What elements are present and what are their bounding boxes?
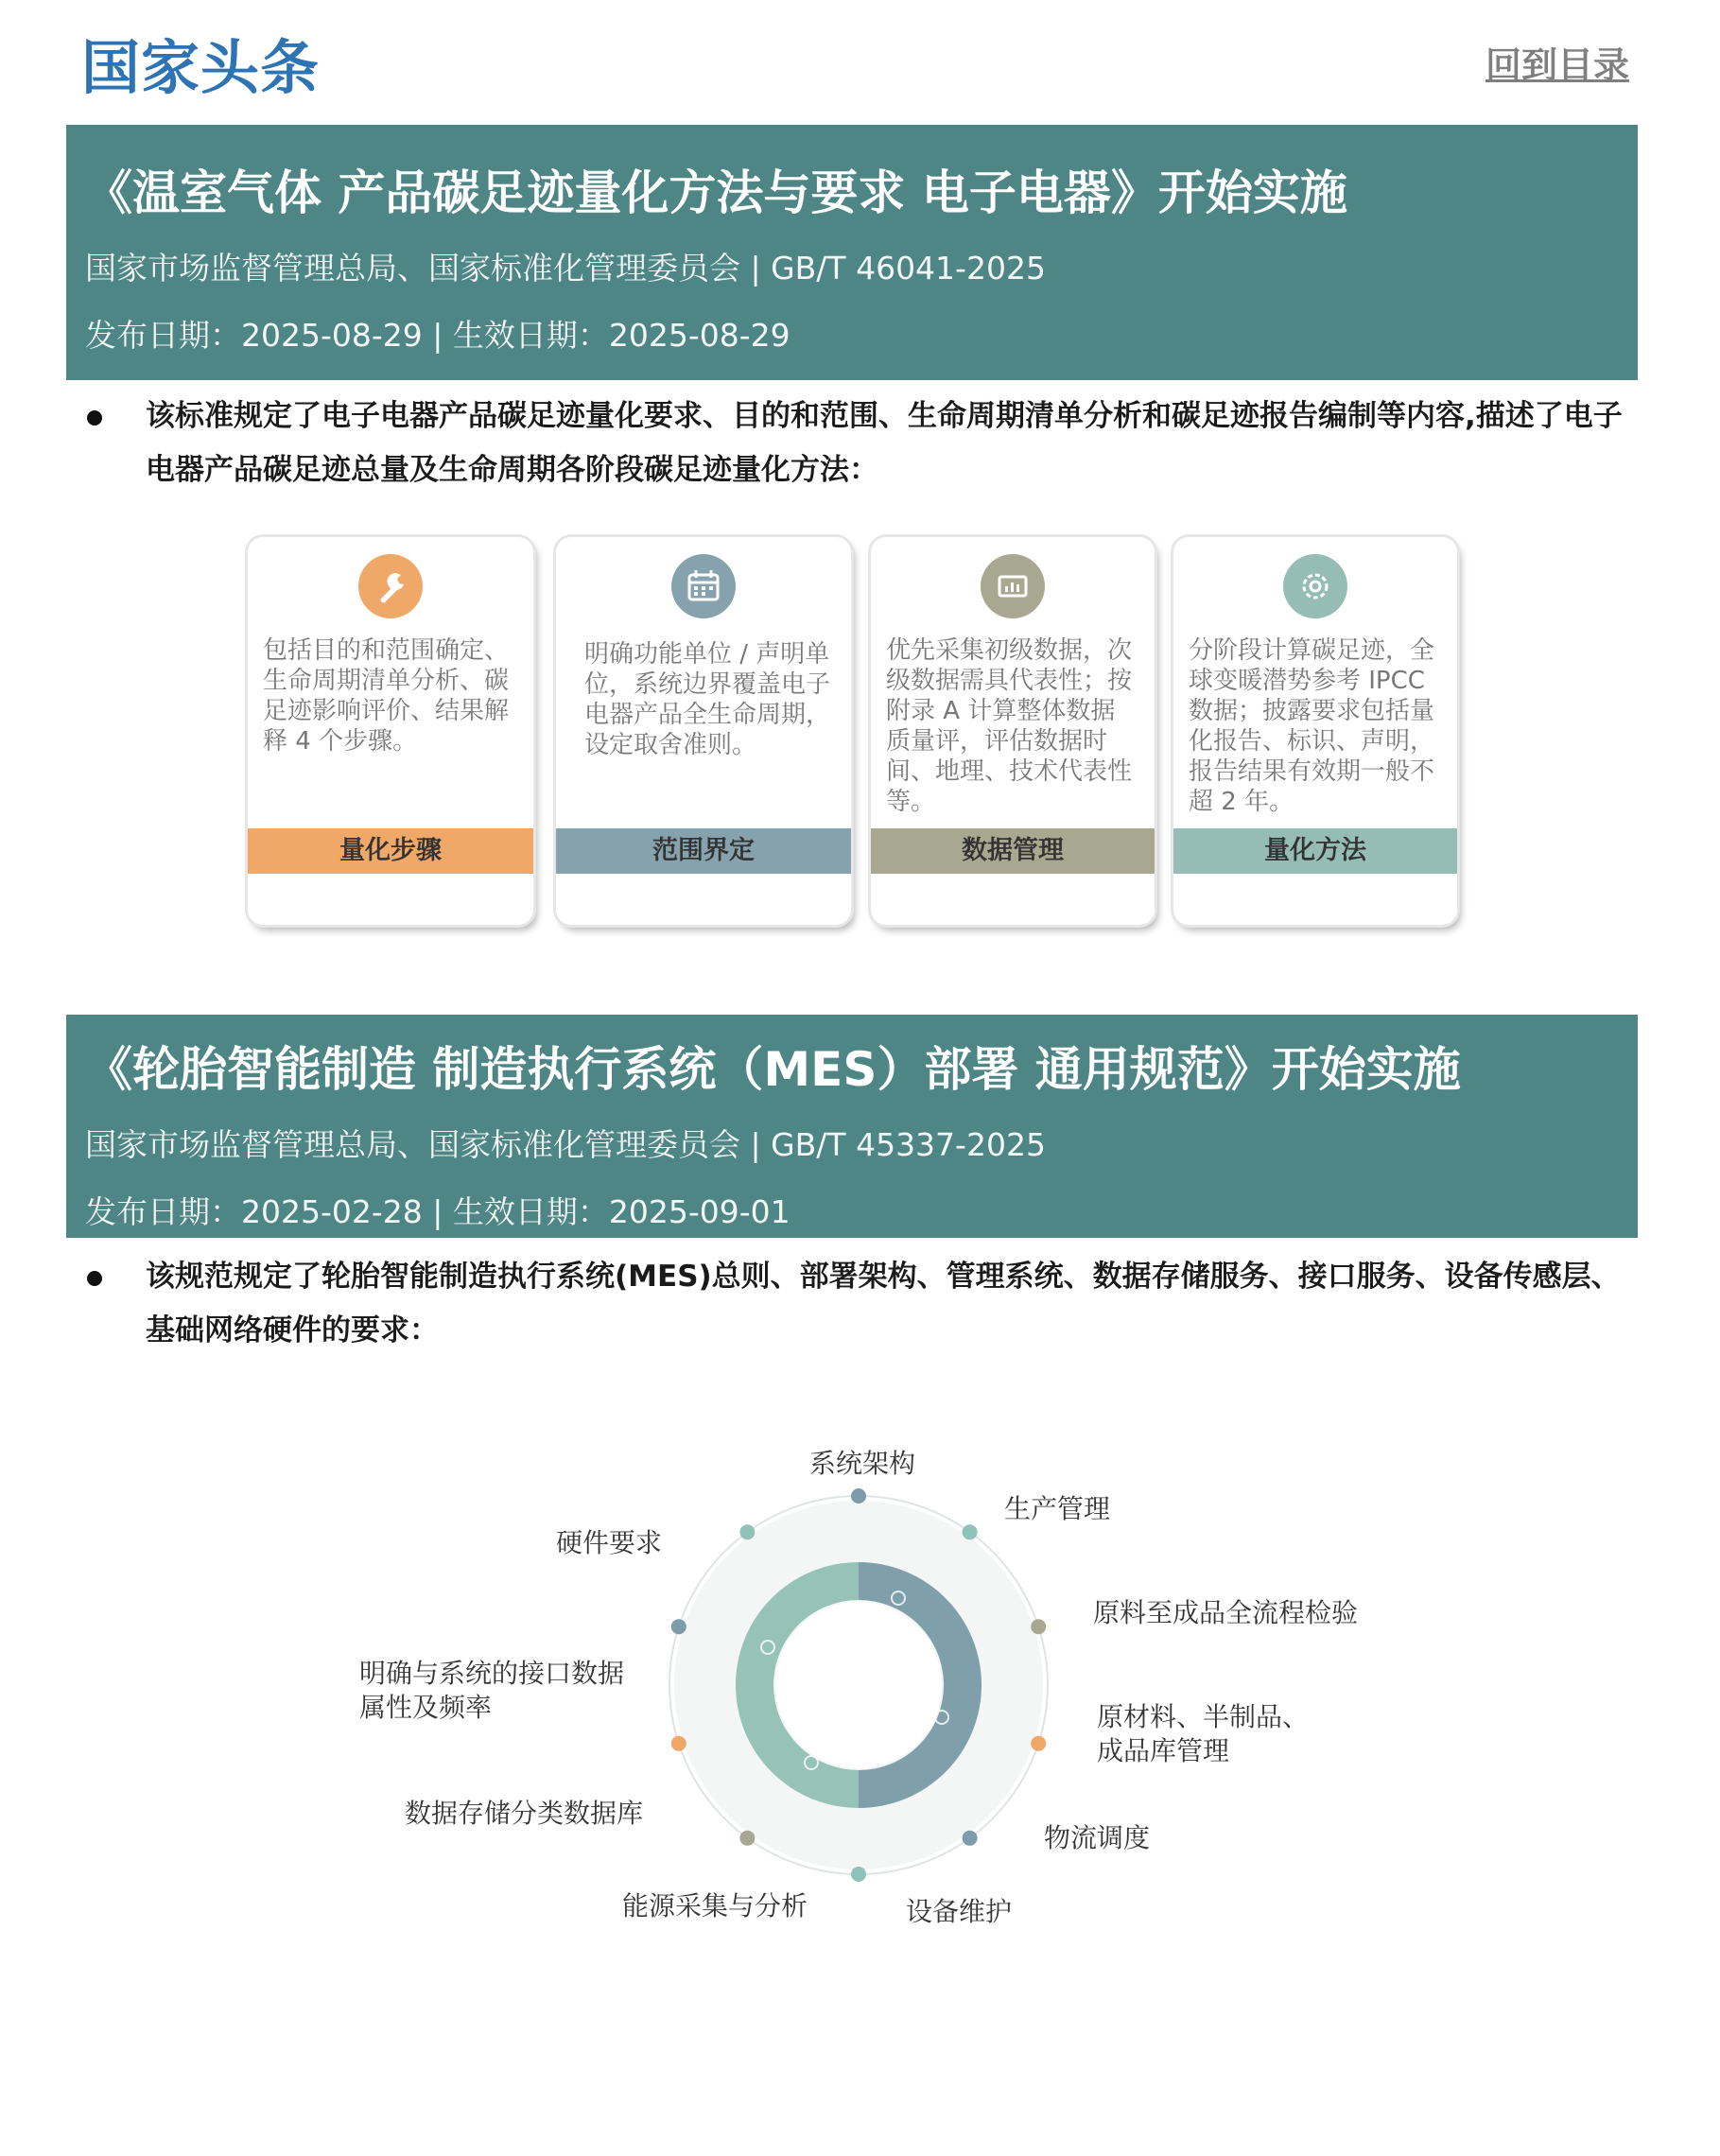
ring-dot (739, 1524, 755, 1539)
ring-label-production-management: 生产管理 (1004, 1493, 1111, 1524)
ring-label-inventory-management: 原材料、半制品、成品库管理 (1097, 1701, 1310, 1766)
ring-dot (671, 1619, 686, 1634)
section-1-bullet-text: 该标准规定了电子电器产品碳足迹量化要求、目的和范围、生命周期清单分析和碳足迹报告编制等内容,描述了电子电器产品碳足迹总量及生命周期各阶段碳足迹量化方法： (146, 399, 1623, 487)
section-1-title: 《温室气体 产品碳足迹量化方法与要求 电子电器》开始实施 (85, 165, 1347, 220)
section-1-issuer: 国家市场监督管理总局、国家标准化管理委员会 | GB/T 46041-2025 (85, 250, 1046, 287)
ring-label-full-process-inspection: 原料至成品全流程检验 (1093, 1597, 1359, 1628)
ring-dot (1031, 1736, 1046, 1751)
ring-label-system-architecture: 系统架构 (809, 1448, 916, 1479)
ring-label-energy-collection: 能源采集与分析 (622, 1890, 808, 1921)
ring-label-equipment-maintenance: 设备维护 (906, 1896, 1013, 1927)
section-2-title: 《轮胎智能制造 制造执行系统（MES）部署 通用规范》开始实施 (85, 1042, 1461, 1097)
card-label: 数据管理 (871, 828, 1155, 874)
ring-label-interface-data: 明确与系统的接口数据属性及频率 (359, 1658, 625, 1723)
ring-dot (739, 1831, 755, 1846)
section-2-bullet-text: 该规范规定了轮胎智能制造执行系统(MES)总则、部署架构、管理系统、数据存储服务、接口服务、设备传感层、基础网络硬件的要求： (146, 1260, 1621, 1348)
section-2-dates: 发布日期：2025-02-28 | 生效日期：2025-09-01 (85, 1193, 791, 1230)
ring-label-data-storage: 数据存储分类数据库 (405, 1798, 644, 1829)
ring-dot (1031, 1619, 1046, 1634)
ring-dot (963, 1524, 978, 1539)
ring-dot (963, 1831, 978, 1846)
card-body: 优先采集初级数据，次级数据需具代表性；按附录 A 计算整体数据质量评，评估数据时间、地理、技术代表性等。 (886, 636, 1133, 816)
donut-hole (775, 1602, 942, 1768)
card-body: 包括目的和范围确定、生命周期清单分析、碳足迹影响评价、结果解释 4 个步骤。 (263, 636, 510, 756)
ring-label-hardware-requirements: 硬件要求 (556, 1527, 663, 1558)
section-1-dates: 发布日期：2025-08-29 | 生效日期：2025-08-29 (85, 317, 791, 354)
ring-dot (851, 1488, 866, 1504)
ring-dot (671, 1736, 686, 1751)
card-label: 量化步骤 (248, 828, 533, 874)
card-label: 量化方法 (1173, 828, 1457, 874)
page-title: 国家头条 (81, 33, 321, 102)
ring-label-logistics: 物流调度 (1044, 1822, 1151, 1853)
card-body: 明确功能单位 / 声明单位，系统边界覆盖电子电器产品全生命周期，设定取舍准则。 (584, 640, 831, 759)
back-to-contents-link[interactable]: 回到目录 (1485, 44, 1629, 86)
card-body: 分阶段计算碳足迹，全球变暖潜势参考 IPCC 数据；披露要求包括量化报告、标识、声明，报告结果有效期一般不超 2 年。 (1189, 636, 1435, 816)
section-2-issuer: 国家市场监督管理总局、国家标准化管理委员会 | GB/T 45337-2025 (85, 1126, 1046, 1163)
card-label: 范围界定 (556, 828, 851, 874)
ring-dot (851, 1867, 866, 1882)
